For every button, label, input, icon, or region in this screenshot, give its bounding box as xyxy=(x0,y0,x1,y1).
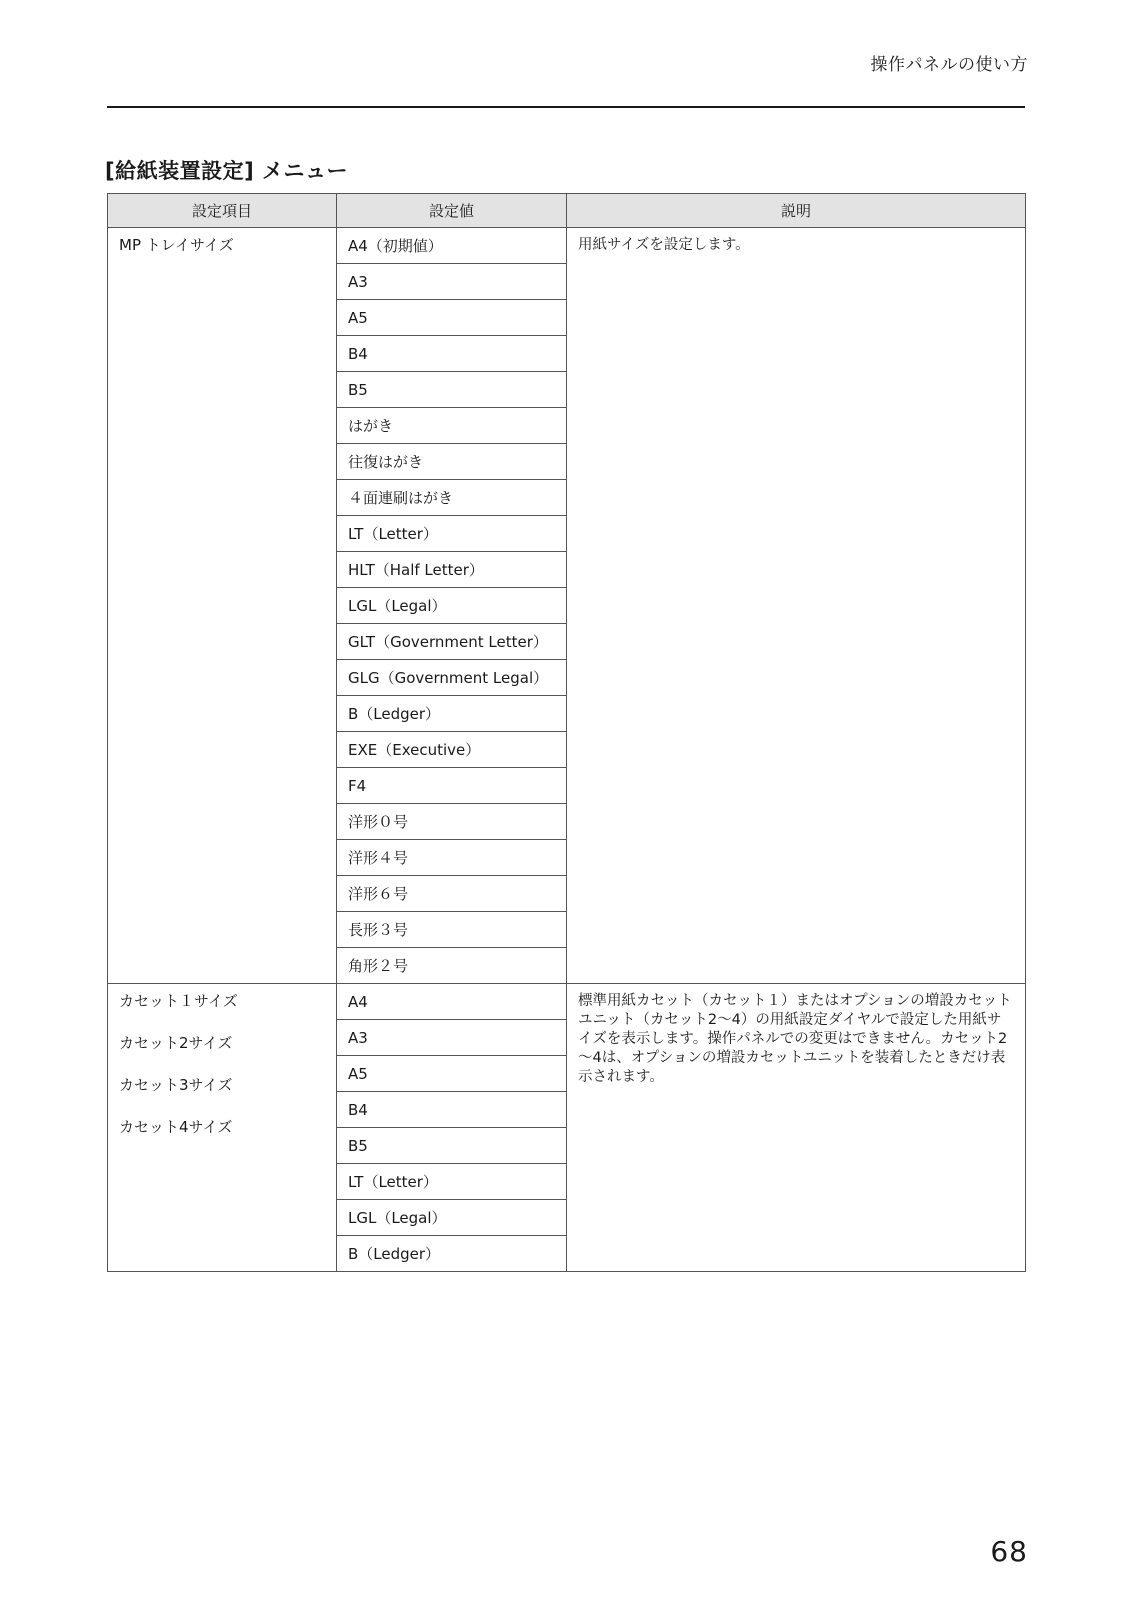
setting-value-cell: B5 xyxy=(337,1128,567,1164)
settings-table xyxy=(107,193,1026,1272)
setting-value-cell: はがき xyxy=(337,408,567,444)
column-header-description: 説明 xyxy=(567,194,1026,228)
setting-value-cell: B5 xyxy=(337,372,567,408)
setting-value-cell: A3 xyxy=(337,264,567,300)
setting-item-label: MP トレイサイズ xyxy=(119,236,234,254)
column-header-value: 設定値 xyxy=(337,194,567,228)
setting-item-label: カセット4サイズ xyxy=(119,1118,233,1136)
setting-value-cell: 洋形０号 xyxy=(337,804,567,840)
setting-value-cell: LGL（Legal） xyxy=(337,1200,567,1236)
column-header-item: 設定項目 xyxy=(108,194,337,228)
setting-item-label: カセット2サイズ xyxy=(119,1034,233,1052)
setting-item-label: カセット3サイズ xyxy=(119,1076,233,1094)
setting-value-cell: A5 xyxy=(337,1056,567,1092)
setting-value-cell: A5 xyxy=(337,300,567,336)
table-header-row xyxy=(108,194,1026,228)
setting-value-cell: 洋形６号 xyxy=(337,876,567,912)
setting-value-cell: 長形３号 xyxy=(337,912,567,948)
section-title: [給紙装置設定] メニュー xyxy=(105,159,349,183)
description-cell xyxy=(567,984,1026,1272)
page-number: 68 xyxy=(990,1535,1028,1568)
setting-value-cell: B4 xyxy=(337,336,567,372)
setting-value-cell: 角形２号 xyxy=(337,948,567,984)
setting-value-cell: B（Ledger） xyxy=(337,1236,567,1272)
running-header: 操作パネルの使い方 xyxy=(870,55,1028,75)
header-divider xyxy=(107,106,1025,108)
setting-value-cell: B（Ledger） xyxy=(337,696,567,732)
table-body xyxy=(108,228,1026,1272)
setting-value-cell: F4 xyxy=(337,768,567,804)
setting-item-label: カセット１サイズ xyxy=(119,992,238,1010)
setting-value-cell: 洋形４号 xyxy=(337,840,567,876)
description-text: 用紙サイズを設定します。 xyxy=(578,237,750,253)
setting-item-cell xyxy=(108,228,337,984)
setting-value-cell: ４面連刷はがき xyxy=(337,480,567,516)
setting-value-cell: A4（初期値） xyxy=(337,228,567,264)
description-cell xyxy=(567,228,1026,984)
setting-value-cell: LGL（Legal） xyxy=(337,588,567,624)
setting-value-cell: B4 xyxy=(337,1092,567,1128)
setting-item-cell xyxy=(108,984,337,1272)
setting-value-cell: EXE（Executive） xyxy=(337,732,567,768)
setting-value-cell: GLT（Government Letter） xyxy=(337,624,567,660)
description-text: 標準用紙カセット（カセット１）またはオプションの増設カセットユニット（カセット2～4）の用紙設定ダイヤルで設定した用紙サイズを表示します。操作パネルでの変更はできません。カセット2～4は、オプションの増設カセットユニットを装着したときだけ表示されます。 xyxy=(578,993,1012,1085)
setting-value-cell: A4 xyxy=(337,984,567,1020)
setting-value-cell: LT（Letter） xyxy=(337,516,567,552)
setting-value-cell: 往復はがき xyxy=(337,444,567,480)
setting-value-cell: GLG（Government Legal） xyxy=(337,660,567,696)
table-row xyxy=(108,984,1026,1020)
setting-value-cell: A3 xyxy=(337,1020,567,1056)
table-row xyxy=(108,228,1026,264)
setting-value-cell: HLT（Half Letter） xyxy=(337,552,567,588)
setting-value-cell: LT（Letter） xyxy=(337,1164,567,1200)
